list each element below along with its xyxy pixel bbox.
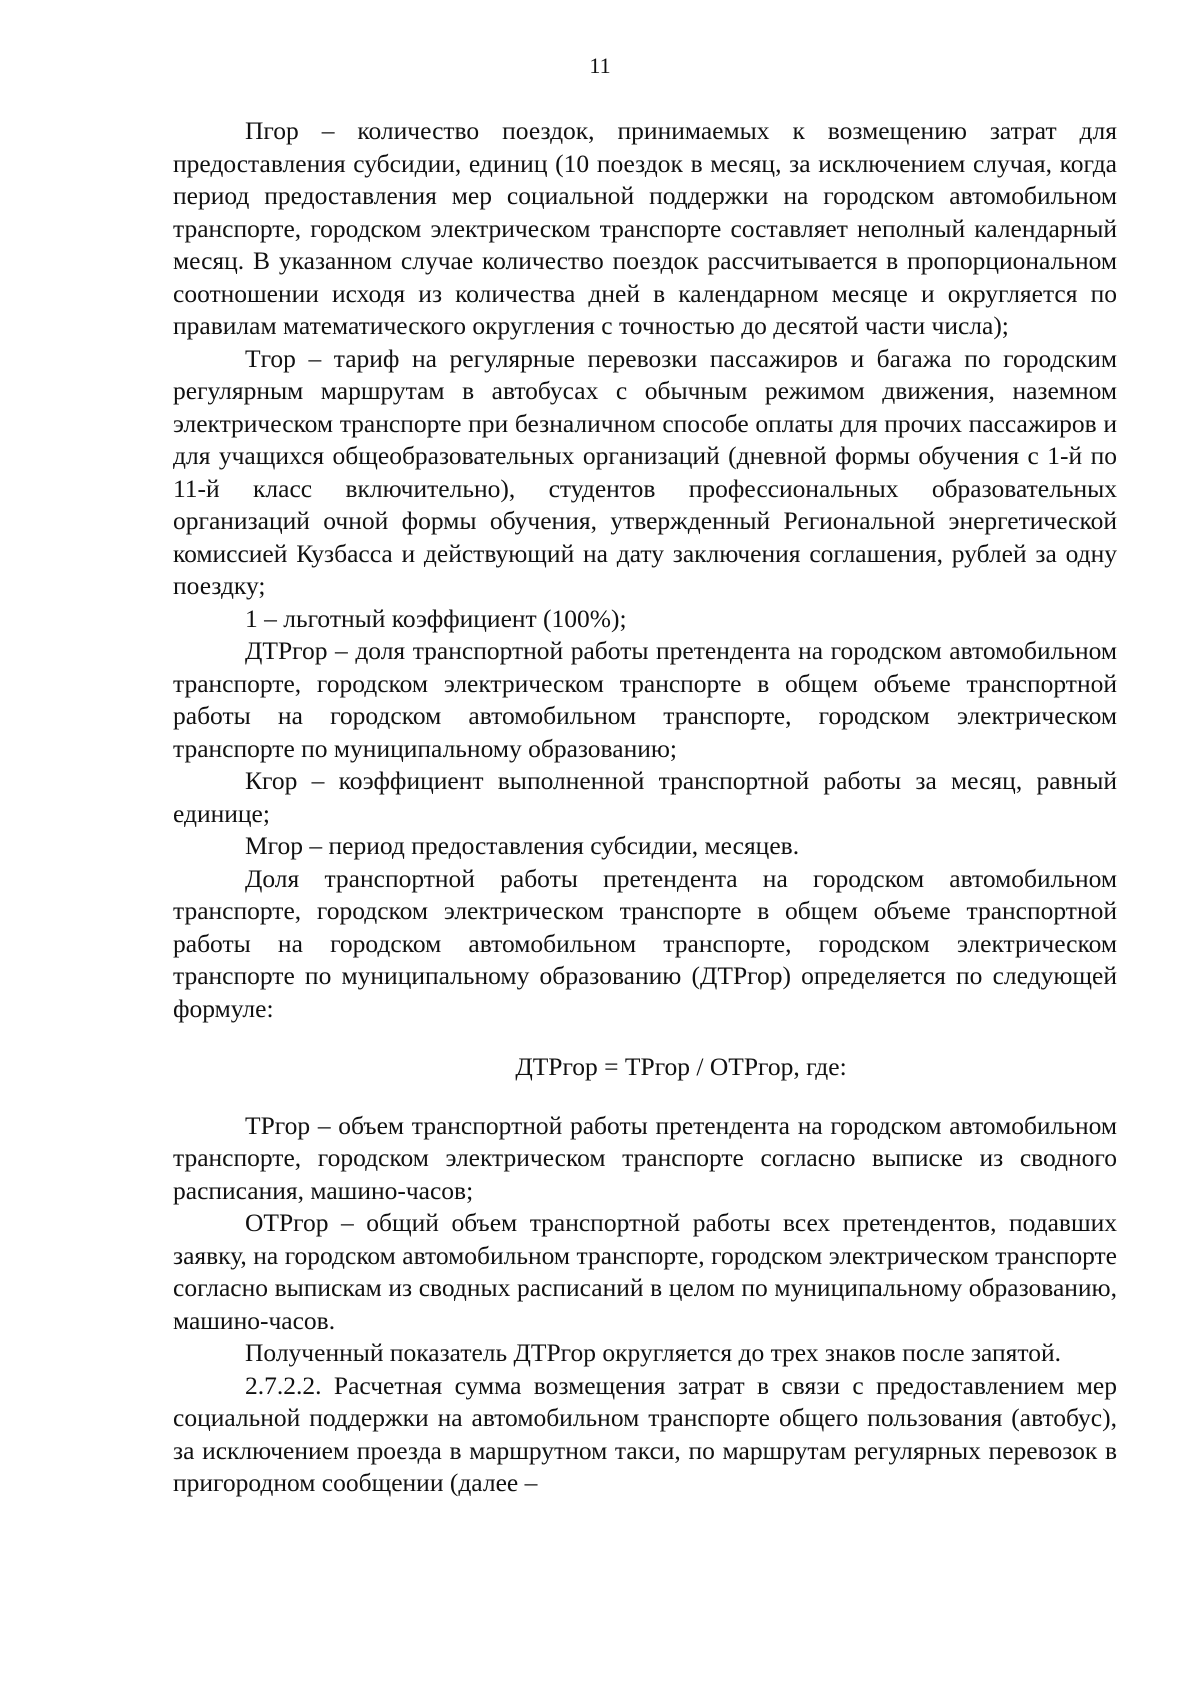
paragraph-mgor-definition: Мгор – период предоставления субсидии, месяцев.	[245, 831, 800, 860]
paragraph-kgor-definition: Кгор – коэффициент выполненной транспортной работы за месяц, равный единице;	[173, 766, 1117, 828]
document-body	[173, 115, 1117, 1500]
page-number: 11	[589, 53, 611, 78]
paragraph-otrgor-definition: ОТРгор – общий объем транспортной работы всех претендентов, подавших заявку, на городском автомобильном транспорте, городском электрическом транспорте согласно выпискам из сводных расписаний в целом по муниципальному образованию, машино-часов.	[173, 1208, 1117, 1335]
paragraph-benefit-coefficient: 1 – льготный коэффициент (100%);	[245, 603, 627, 633]
paragraph-rounding-rule: Полученный показатель ДТРгор округляется до трех знаков после запятой.	[245, 1338, 1061, 1367]
paragraph-share-intro: Доля транспортной работы претендента на городском автомобильном транспорте, городском электрическом транспорте в общем объеме транспортной работы на городском автомобильном транспорте, городском электрическом транспорте по муниципальному образованию (ДТРгор) определяется по следующей формуле:	[173, 863, 1117, 1023]
paragraph-trgor-definition: ТРгор – объем транспортной работы претендента на городском автомобильном транспорте, городском электрическом транспорте согласно выписке из сводного расписания, машино-часов;	[173, 1110, 1117, 1205]
paragraph-section-2-7-2-2: 2.7.2.2. Расчетная сумма возмещения затрат в связи с предоставлением мер социальной поддержки на автомобильном транспорте общего пользования (автобус), за исключением проезда в маршрутном такси, по маршрутам регулярных перевозок в пригородном сообщении (далее –	[173, 1370, 1117, 1497]
formula-dtrgor: ДТРгор = ТРгор / ОТРгор, где:	[515, 1052, 847, 1081]
paragraph-dtrgor-definition: ДТРгор – доля транспортной работы претендента на городском автомобильном транспорте, городском электрическом транспорте в общем объеме транспортной работы на городском автомобильном транспорте, городском электрическом транспорте по муниципальному образованию;	[173, 636, 1117, 763]
paragraph-tgor-definition: Тгор – тариф на регулярные перевозки пассажиров и багажа по городским регулярным маршрутам в автобусах с обычным режимом движения, наземном электрическом транспорте при безналичном способе оплаты для прочих пассажиров и для учащихся общеобразовательных организаций (дневной формы обучения с 1-й по 11-й класс включительно), студентов профессиональных образовательных организаций очной формы обучения, утвержденный Региональной энергетической комиссией Кузбасса и действующий на дату заключения соглашения, рублей за одну поездку;	[173, 343, 1117, 600]
paragraph-pgor-definition: Пгор – количество поездок, принимаемых к возмещению затрат для предоставления субсидии, единиц (10 поездок в месяц, за исключением случая, когда период предоставления мер социальной поддержки на городском автомобильном транспорте, городском электрическом транспорте составляет неполный календарный месяц. В указанном случае количество поездок рассчитывается в пропорциональном соотношении исходя из количества дней в календарном месяце и округляется по правилам математического округления с точностью до десятой части числа);	[173, 116, 1117, 340]
